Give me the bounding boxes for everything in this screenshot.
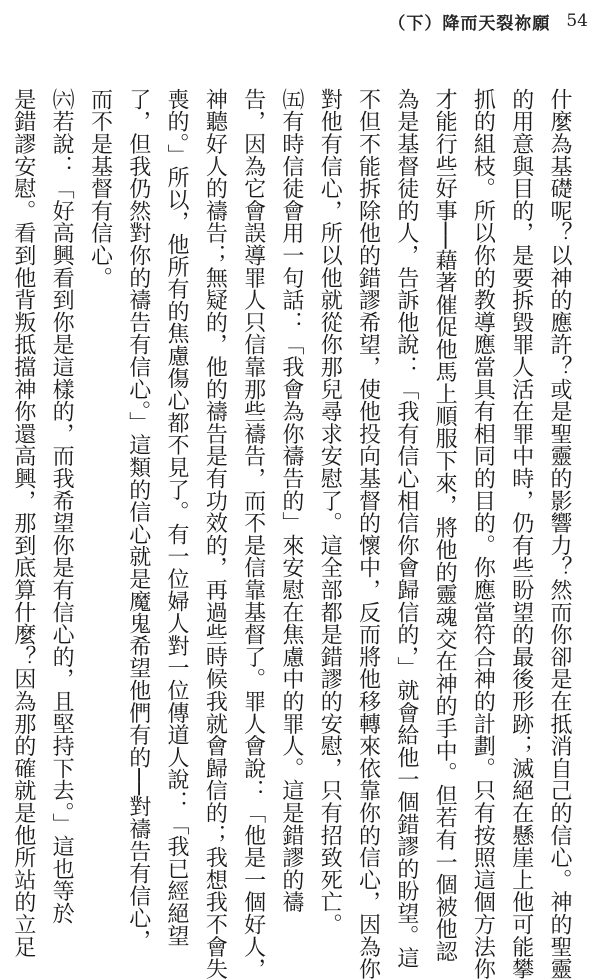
text-column: 告，因為它會誤導罪人只信靠那些禱告，而不是信靠基督了。罪人會說：「他是一個好人， bbox=[240, 88, 266, 980]
text-column bbox=[0, 88, 4, 946]
text-column: 神聽好人的禱告；無疑的，他的禱告是有功效的，再過些時候我就會歸信的；我想我不會失 bbox=[202, 88, 228, 980]
text-column: 什麼為基礎呢？以神的應許？或是聖靈的影響力？然而你卻是在抵消自己的信心。神的聖靈 bbox=[547, 88, 572, 980]
text-column: ㈥若說：「好高興看到你是這樣的，而我希望你是有信心的，且堅持下去。」這也等於 bbox=[49, 88, 75, 925]
page-number: 54 bbox=[566, 11, 588, 31]
vertical-text-body bbox=[10, 88, 578, 980]
text-column: 才能行些好事──藉著催促他馬上順服下來，將他的靈魂交在神的手中。但若有一個被他認 bbox=[432, 88, 458, 963]
text-column: ㈤有時信徒會用一句話：「我會為你禱告的」來安慰在焦慮中的罪人。這是錯謬的禱 bbox=[278, 88, 304, 914]
text-column: 對他有信心，所以他就從你那兒尋求安慰了。這全部都是錯謬的安慰，只有招致死亡。 bbox=[317, 88, 343, 936]
text-column: 了，但我仍然對你的禱告有信心。」這類的信心就是魔鬼希望他們有的──對禱告有信心， bbox=[125, 88, 151, 952]
text-column: 抓的組枝。所以你的教導應當具有相同的目的。你應當符合神的計劃。只有按照這個方法你 bbox=[470, 88, 496, 980]
text-column: 是錯謬安慰。看到他背叛抵擋神你還高興，那到底算什麼？因為那的確就是他所站的立足 bbox=[10, 88, 36, 958]
running-title: （下）降而天裂祢願 bbox=[388, 13, 551, 34]
running-header bbox=[0, 10, 596, 32]
text-column: 為是基督徒的人，告訴他說：「我有信心相信你會歸信的，」就會給他一個錯謬的盼望。這 bbox=[393, 88, 419, 969]
text-column: 不但不能拆除他的錯謬希望，使他投向基督的懷中，反而將他移轉來依靠你的信心，因為你 bbox=[355, 88, 381, 980]
text-column: 喪的。」所以，他所有的焦慮傷心都不見了。有一位婦人對一位傳道人說：「我已經絕望 bbox=[164, 88, 190, 947]
text-column: 的用意與目的，是要拆毀罪人活在罪中時，仍有些盼望的最後形跡；滅絕在懸崖上他可能攀 bbox=[508, 88, 534, 980]
text-column: 而不是基督有信心。 bbox=[87, 88, 113, 289]
